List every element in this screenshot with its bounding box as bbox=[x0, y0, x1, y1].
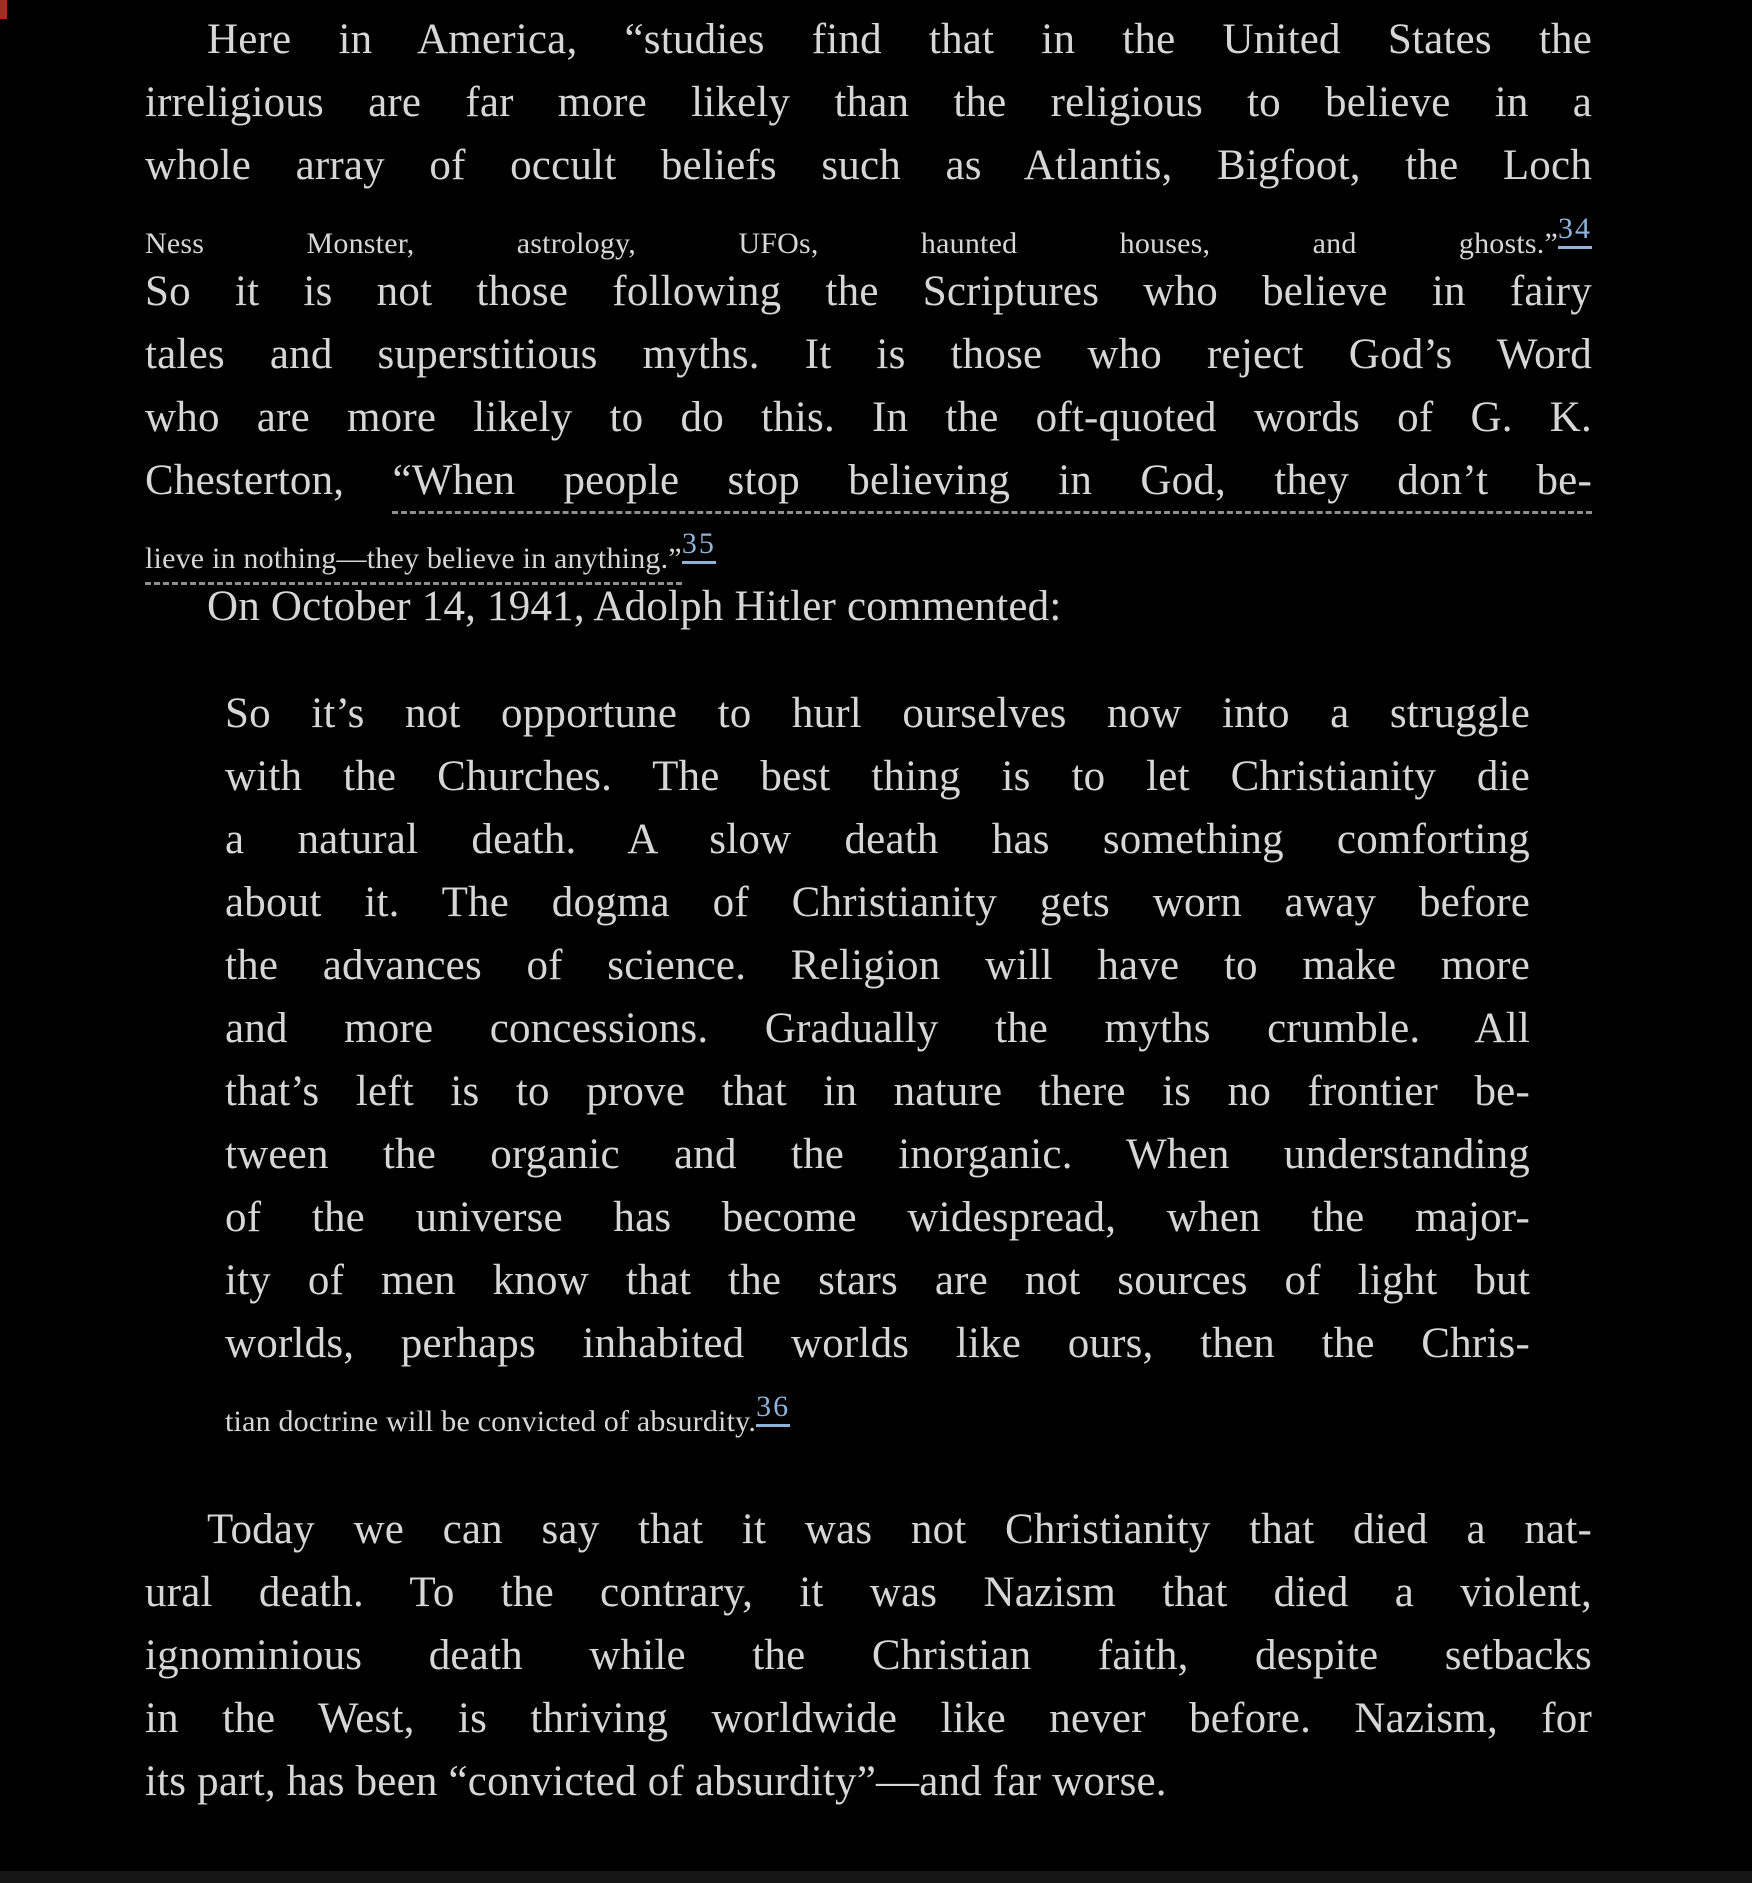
text-line bbox=[225, 934, 1530, 997]
text-segment: ural death. To the contrary, it was Nazism that died a violent, bbox=[145, 1569, 1592, 1616]
text-segment: with the Churches. The best thing is to let Christianity die bbox=[225, 753, 1530, 800]
text-line bbox=[225, 1060, 1530, 1123]
text-segment: ity of men know that the stars are not sources of light but bbox=[225, 1257, 1530, 1304]
text-line bbox=[225, 1186, 1530, 1249]
footnote-link-36[interactable]: 36 bbox=[756, 1390, 790, 1427]
text-segment: whole array of occult beliefs such as Atlantis, Bigfoot, the Loch bbox=[145, 142, 1592, 189]
text-line bbox=[225, 1375, 1530, 1438]
text-segment: that’s left is to prove that in nature there is no frontier be- bbox=[225, 1068, 1530, 1115]
text-line bbox=[225, 808, 1530, 871]
text-segment: Chesterton, bbox=[145, 457, 393, 504]
text-segment: who are more likely to do this. In the oft-quoted words of G. K. bbox=[145, 394, 1592, 441]
text-segment: worlds, perhaps inhabited worlds like ours, then the Chris- bbox=[225, 1320, 1530, 1367]
text-segment: a natural death. A slow death has something comforting bbox=[225, 816, 1530, 863]
text-line bbox=[225, 871, 1530, 934]
text-segment: its part, has been “convicted of absurdity”—and far worse. bbox=[145, 1758, 1167, 1805]
text-line bbox=[225, 1123, 1530, 1186]
text-segment: the advances of science. Religion will have to make more bbox=[225, 942, 1530, 989]
text-line bbox=[225, 745, 1530, 808]
text-segment: in the West, is thriving worldwide like never before. Nazism, for bbox=[145, 1695, 1592, 1742]
footnote-link-34[interactable]: 34 bbox=[1558, 212, 1592, 249]
text-line bbox=[145, 1498, 1592, 1561]
text-line bbox=[145, 1750, 1592, 1813]
text-line bbox=[145, 134, 1592, 197]
text-line bbox=[145, 449, 1592, 512]
text-line bbox=[225, 682, 1530, 745]
text-line bbox=[145, 1561, 1592, 1624]
text-segment: On October 14, 1941, Adolph Hitler commented: bbox=[207, 583, 1062, 630]
text-line bbox=[145, 575, 1592, 638]
bottom-bar bbox=[0, 1871, 1752, 1883]
screen-corner-artifact bbox=[0, 0, 7, 19]
text-segment: and more concessions. Gradually the myths crumble. All bbox=[225, 1005, 1530, 1052]
text-segment: Today we can say that it was not Christianity that died a nat- bbox=[207, 1506, 1592, 1553]
text-segment: tian doctrine will be convicted of absurdity. bbox=[225, 1405, 757, 1438]
popular-highlight-underline[interactable]: lieve in nothing—they believe in anything.” bbox=[145, 542, 682, 585]
popular-highlight-underline[interactable]: “When people stop believing in God, they don’t be- bbox=[392, 457, 1592, 514]
text-segment: irreligious are far more likely than the religious to believe in a bbox=[145, 79, 1592, 126]
paragraph-hitler-intro bbox=[145, 575, 1592, 638]
text-segment: So it is not those following the Scriptures who believe in fairy bbox=[145, 268, 1592, 315]
text-line bbox=[225, 997, 1530, 1060]
paragraph-america-studies bbox=[145, 8, 1592, 575]
text-segment: So it’s not opportune to hurl ourselves now into a struggle bbox=[225, 690, 1530, 737]
reading-area bbox=[145, 8, 1592, 1813]
text-segment: Ness Monster, astrology, UFOs, haunted houses, and ghosts.” bbox=[145, 227, 1558, 260]
text-line bbox=[225, 1249, 1530, 1312]
paragraph-today-conclusion bbox=[145, 1498, 1592, 1813]
text-line bbox=[145, 1687, 1592, 1750]
footnote-link-35[interactable]: 35 bbox=[682, 527, 716, 564]
text-line bbox=[145, 260, 1592, 323]
text-line bbox=[145, 386, 1592, 449]
text-segment: about it. The dogma of Christianity gets worn away before bbox=[225, 879, 1530, 926]
text-segment: of the universe has become widespread, when the major- bbox=[225, 1194, 1530, 1241]
text-segment: tales and superstitious myths. It is those who reject God’s Word bbox=[145, 331, 1592, 378]
text-line bbox=[145, 197, 1592, 260]
text-line bbox=[225, 1312, 1530, 1375]
text-line bbox=[145, 1624, 1592, 1687]
text-line bbox=[145, 8, 1592, 71]
text-line bbox=[145, 71, 1592, 134]
text-segment: tween the organic and the inorganic. When understanding bbox=[225, 1131, 1530, 1178]
text-line bbox=[145, 512, 1592, 575]
text-segment: ignominious death while the Christian faith, despite setbacks bbox=[145, 1632, 1592, 1679]
blockquote-hitler-quote bbox=[225, 682, 1530, 1438]
text-line bbox=[145, 323, 1592, 386]
text-segment: Here in America, “studies find that in the United States the bbox=[207, 16, 1592, 63]
